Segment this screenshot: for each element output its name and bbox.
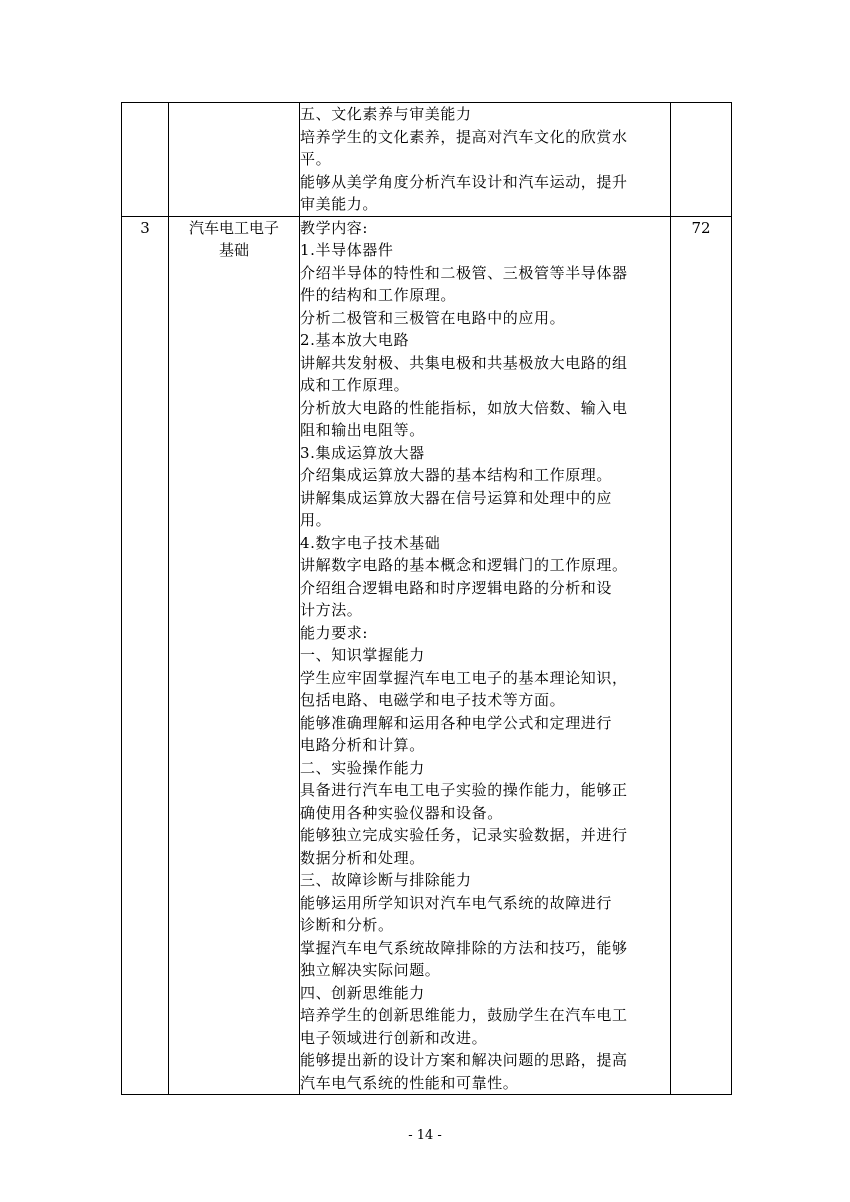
row-number-cell bbox=[122, 103, 169, 217]
content-line: 包括电路、电磁学和电子技术等方面。 bbox=[300, 691, 566, 709]
content-cell bbox=[300, 103, 671, 217]
content-line: 二、实验操作能力 bbox=[300, 758, 425, 777]
content-line: 确使用各种实验仪器和设备。 bbox=[300, 803, 503, 822]
content-line: 成和工作原理。 bbox=[300, 376, 410, 394]
content-line: 教学内容: bbox=[300, 218, 369, 237]
content-line: 介绍半导体的特性和二极管、三极管等半导体器 bbox=[300, 263, 628, 282]
content-line: 阻和输出电阻等。 bbox=[300, 421, 425, 439]
content-line: 计方法。 bbox=[300, 601, 363, 619]
content-line: 1.半导体器件 bbox=[300, 241, 394, 259]
content-line: 分析放大电路的性能指标，如放大倍数、输入电 bbox=[300, 398, 628, 417]
content-line: 学生应牢固掌握汽车电工电子的基本理论知识， bbox=[300, 668, 628, 687]
content-line: 分析二极管和三极管在电路中的应用。 bbox=[300, 308, 566, 327]
content-line: 讲解数字电路的基本概念和逻辑门的工作原理。 bbox=[300, 556, 628, 574]
content-line: 讲解共发射极、共集电极和共基极放大电路的组 bbox=[300, 353, 628, 372]
content-line: 数据分析和处理。 bbox=[300, 848, 425, 867]
content-line: 能够独立完成实验任务，记录实验数据，并进行 bbox=[300, 826, 628, 844]
row-number-cell: 3 bbox=[122, 216, 169, 1095]
content-line: 四、创新思维能力 bbox=[300, 983, 425, 1002]
content-line: 2.基本放大电路 bbox=[300, 331, 410, 349]
course-name-cell bbox=[169, 216, 300, 1095]
content-line: 独立解决实际问题。 bbox=[300, 961, 441, 979]
content-line: 件的结构和工作原理。 bbox=[300, 286, 457, 304]
content-line: 3.集成运算放大器 bbox=[300, 443, 425, 462]
content-line: 掌握汽车电气系统故障排除的方法和技巧，能够 bbox=[300, 938, 628, 957]
content-line: 4.数字电子技术基础 bbox=[300, 533, 441, 552]
content-line: 三、故障诊断与排除能力 bbox=[300, 871, 472, 889]
content-line: 电路分析和计算。 bbox=[300, 736, 425, 754]
table-row bbox=[122, 103, 732, 217]
course-name-line: 基础 bbox=[218, 241, 249, 259]
content-line: 审美能力。 bbox=[300, 195, 379, 213]
table-row bbox=[122, 216, 732, 1095]
content-line: 能够从美学角度分析汽车设计和汽车运动，提升 bbox=[300, 172, 628, 191]
content-line: 一、知识掌握能力 bbox=[300, 646, 425, 664]
content-line: 培养学生的文化素养，提高对汽车文化的欣赏水 bbox=[300, 127, 628, 146]
content-line: 讲解集成运算放大器在信号运算和处理中的应 bbox=[300, 488, 613, 507]
page-number: - 14 - bbox=[408, 1128, 442, 1143]
content-line: 电子领域进行创新和改进。 bbox=[300, 1028, 488, 1047]
content-line: 能够提出新的设计方案和解决问题的思路，提高 bbox=[300, 1051, 628, 1069]
content-line: 能力要求: bbox=[300, 623, 369, 642]
curriculum-table bbox=[121, 102, 732, 1095]
content-line: 介绍组合逻辑电路和时序逻辑电路的分析和设 bbox=[300, 578, 613, 597]
course-name-cell bbox=[169, 103, 300, 217]
content-line: 能够运用所学知识对汽车电气系统的故障进行 bbox=[300, 893, 613, 912]
hours-cell bbox=[671, 103, 732, 217]
content-line: 用。 bbox=[300, 511, 332, 529]
content-line: 培养学生的创新思维能力，鼓励学生在汽车电工 bbox=[300, 1006, 628, 1024]
content-line: 能够准确理解和运用各种电学公式和定理进行 bbox=[300, 713, 613, 732]
content-line: 平。 bbox=[300, 150, 332, 168]
content-line: 诊断和分析。 bbox=[300, 916, 394, 934]
content-cell bbox=[300, 216, 671, 1095]
content-line: 具备进行汽车电工电子实验的操作能力，能够正 bbox=[300, 781, 628, 799]
content-line: 介绍集成运算放大器的基本结构和工作原理。 bbox=[300, 466, 613, 484]
course-name-line: 汽车电工电子 bbox=[188, 218, 279, 237]
content-line: 汽车电气系统的性能和可靠性。 bbox=[300, 1073, 519, 1092]
content-line: 五、文化素养与审美能力 bbox=[300, 105, 472, 123]
hours-cell: 72 bbox=[671, 216, 732, 1095]
